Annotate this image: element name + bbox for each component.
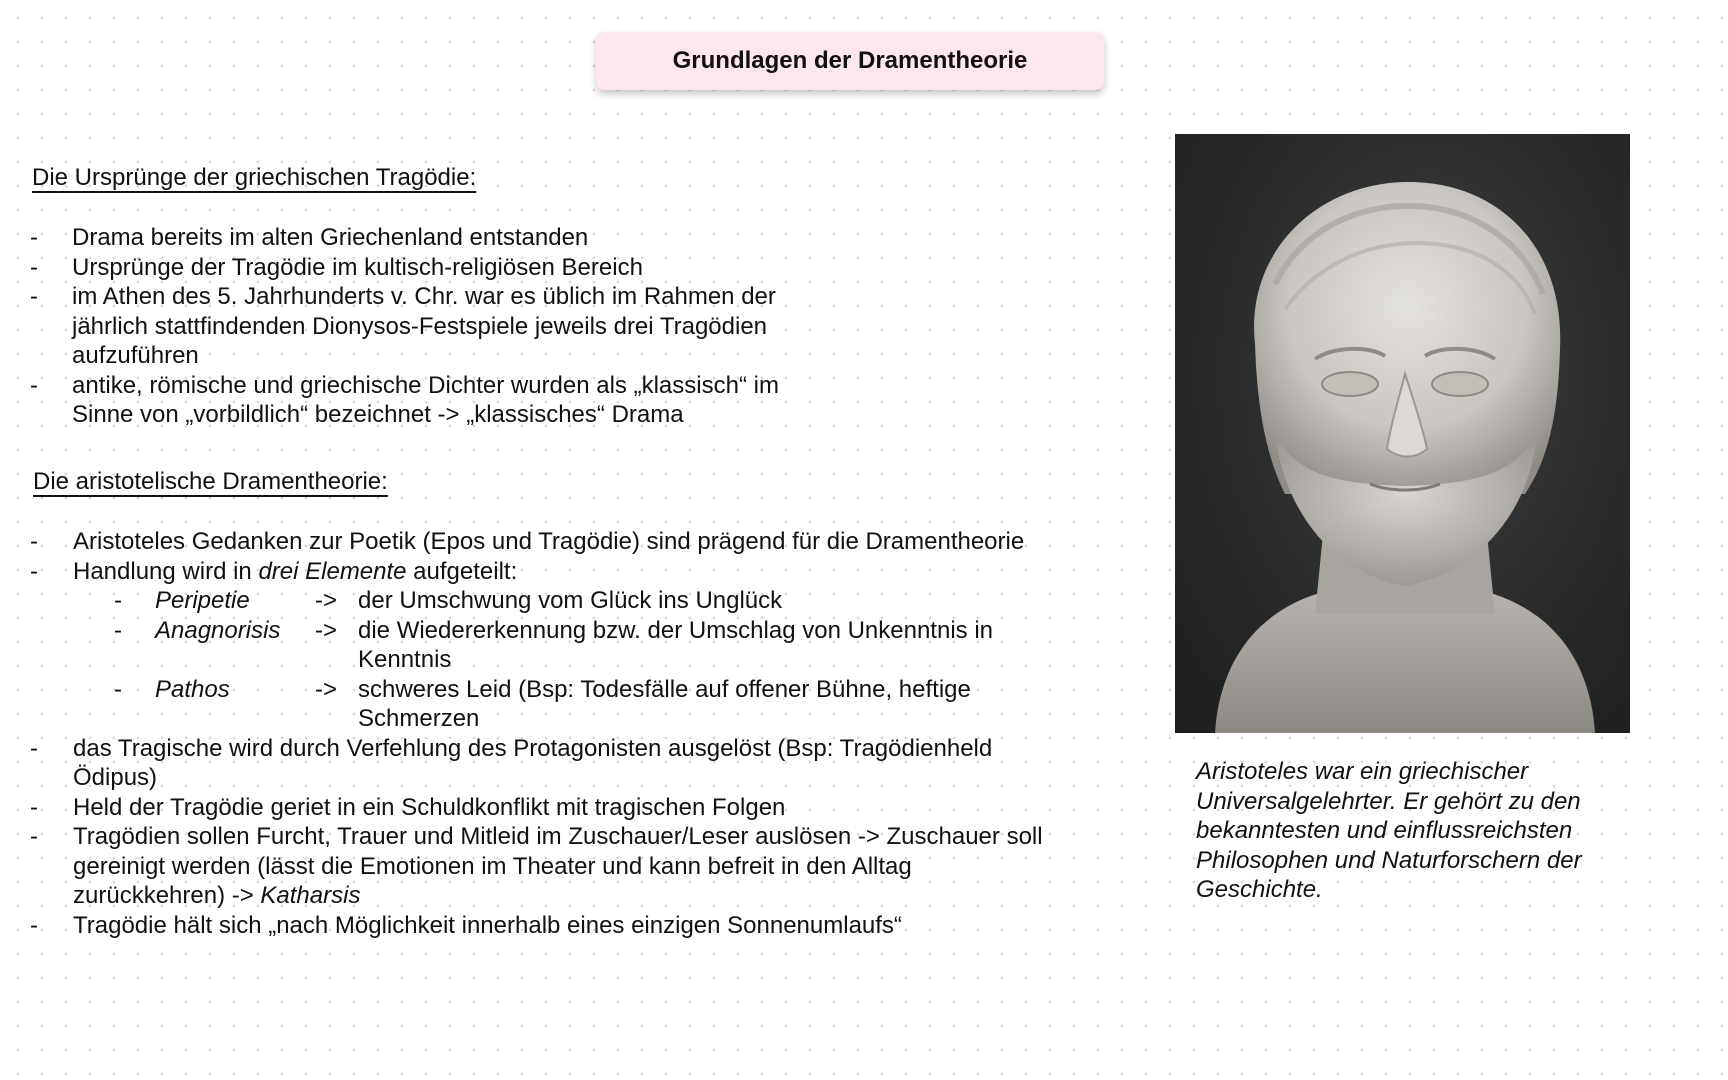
list-item: - das Tragische wird durch Verfehlung des Protagonisten ausgelöst (Bsp: Tragödienheld [30, 734, 993, 762]
section2-list [30, 527, 1130, 940]
list-item-continuation: jährlich stattfindenden Dionysos-Festspiele jeweils drei Tragödien [72, 312, 768, 340]
list-item: - Handlung wird in drei Elemente aufgeteilt: [30, 557, 518, 585]
list-item: - Held der Tragödie geriet in ein Schuldkonflikt mit tragischen Folgen [30, 793, 786, 821]
list-item: - Drama bereits im alten Griechenland entstanden [30, 224, 589, 251]
section2-heading: Die aristotelische Dramentheorie: [33, 468, 388, 495]
page-title: Grundlagen der Dramentheorie [596, 32, 1104, 90]
list-item: - Ursprünge der Tragödie im kultisch-religiösen Bereich [30, 253, 643, 281]
list-item-continuation: Ödipus) [73, 764, 158, 791]
section1-list [30, 223, 1080, 430]
list-item: - Tragödien sollen Furcht, Trauer und Mitleid im Zuschauer/Leser auslösen -> Zuschauer soll [30, 823, 1043, 850]
sub-list-item-peripetie: - Peripetie -> der Umschwung vom Glück ins Unglück [114, 587, 783, 614]
sub-list-item-continuation: Schmerzen [358, 705, 480, 732]
list-item: - Tragödie hält sich „nach Möglichkeit innerhalb eines einzigen Sonnenumlaufs“ [30, 911, 902, 939]
aristotle-bust-image [1175, 134, 1630, 733]
sub-list-item-continuation: Kenntnis [358, 646, 452, 673]
list-item-continuation: gereinigt werden (lässt die Emotionen im Theater und kann befreit in den Alltag [73, 852, 912, 880]
image-caption: Aristoteles war ein griechischer Universalgelehrter. Er gehört zu den bekanntesten und einflussreichsten Philosophen und Naturforschern der Geschichte. [1196, 758, 1582, 903]
bust-illustration [1175, 134, 1630, 733]
list-item-continuation: Sinne von „vorbildlich“ bezeichnet -> „klassisches“ Drama [72, 401, 684, 428]
list-item-continuation: zurückkehren) -> Katharsis [73, 882, 361, 909]
sub-list-item-pathos: - Pathos -> schweres Leid (Bsp: Todesfälle auf offener Bühne, heftige [114, 675, 971, 703]
section1-heading: Die Ursprünge der griechischen Tragödie: [32, 164, 477, 191]
list-item: - im Athen des 5. Jahrhunderts v. Chr. war es üblich im Rahmen der [30, 283, 776, 310]
list-item: - Aristoteles Gedanken zur Poetik (Epos und Tragödie) sind prägend für die Dramentheorie [30, 528, 1025, 555]
sub-list-item-anagnorisis: - Anagnorisis -> die Wiedererkennung bzw. der Umschlag von Unkenntnis in [114, 616, 994, 644]
list-item: - antike, römische und griechische Dichter wurden als „klassisch“ im [30, 371, 779, 399]
list-item-continuation: aufzuführen [72, 342, 199, 369]
